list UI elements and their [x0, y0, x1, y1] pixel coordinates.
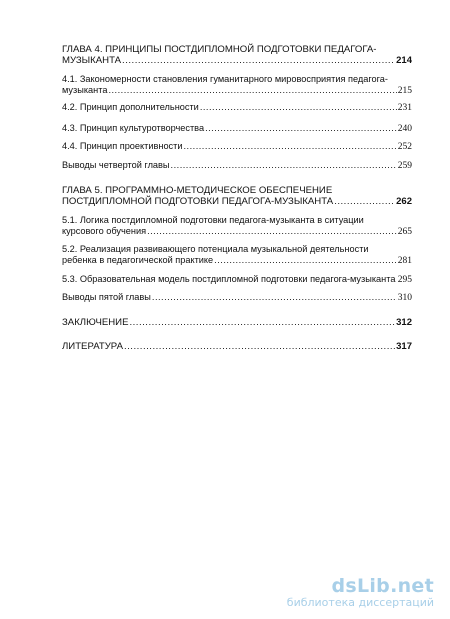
toc-entry-title: 5.1. Логика постдипломной подготовки педагога-музыканта в ситуации [62, 215, 364, 225]
toc-entry-title: Выводы пятой главы [62, 292, 151, 302]
toc-page-number: 312 [396, 317, 412, 328]
toc-entry-title: ГЛАВА 5. ПРОГРАММНО-МЕТОДИЧЕСКОЕ ОБЕСПЕЧЕНИЕ [62, 185, 333, 196]
toc-page-number: 259 [397, 161, 412, 171]
leader-dots [108, 85, 396, 96]
toc-page-number: 317 [396, 341, 412, 352]
leader-dots [129, 317, 395, 328]
leader-dots [124, 341, 395, 352]
toc-entry-title-cont: музыканта [62, 85, 108, 95]
leader-dots [147, 226, 397, 237]
toc-page-number: 231 [397, 103, 412, 113]
watermark-logo: dsLib.net [331, 575, 434, 597]
toc-entry-section-4-3[interactable] [62, 123, 412, 135]
toc-entry-chapter-5-conclusions[interactable] [62, 292, 412, 304]
toc-entry-title: 5.2. Реализация развивающего потенциала музыкальной деятельности [62, 244, 369, 254]
toc-page-number: 262 [396, 196, 412, 207]
toc-page-number: 265 [397, 227, 412, 237]
toc-entry-section-4-2[interactable] [62, 102, 412, 114]
toc-entry-section-5-2[interactable] [62, 244, 412, 267]
toc-entry-title: 4.3. Принцип культуротворчества [62, 123, 205, 133]
toc-entry-title-cont: ПОСТДИПЛОМНОЙ ПОДГОТОВКИ ПЕДАГОГА-МУЗЫКАНТА [62, 196, 334, 207]
toc-entry-title: Выводы четвертой главы [62, 160, 170, 170]
toc-entry-chapter-4[interactable] [62, 44, 412, 66]
toc-entry-title: 4.1. Закономерности становления гуманитарного мировосприятия педагога- [62, 74, 388, 84]
toc-entry-title: ЗАКЛЮЧЕНИЕ [62, 317, 129, 328]
toc-entry-title: 4.2. Принцип дополнительности [62, 102, 199, 112]
toc-entry-title-cont: МУЗЫКАНТА [62, 55, 122, 66]
toc-page-number: 214 [396, 55, 412, 66]
toc-entry-literature[interactable] [62, 341, 412, 352]
toc-entry-title-cont: ребенка в педагогической практике [62, 255, 214, 265]
leader-dots [200, 102, 397, 113]
leader-dots [214, 255, 397, 266]
toc-page-number: 295 [397, 275, 412, 285]
toc-entry-conclusion[interactable] [62, 317, 412, 328]
leader-dots [122, 55, 395, 66]
toc-page-number: 215 [397, 86, 412, 96]
toc-entry-section-4-1[interactable] [62, 74, 412, 97]
leader-dots [205, 123, 397, 134]
toc-entry-chapter-5[interactable] [62, 185, 412, 207]
toc-page-number: 310 [397, 293, 412, 303]
toc-entry-section-5-1[interactable] [62, 215, 412, 238]
toc-page-number: 281 [397, 256, 412, 266]
toc-entry-chapter-4-conclusions[interactable] [62, 160, 412, 172]
watermark-subtitle: библиотека диссертаций [286, 596, 434, 609]
leader-dots [183, 141, 396, 152]
watermark [287, 576, 434, 610]
toc-page-number: 252 [397, 142, 412, 152]
toc-entry-title-cont: курсового обучения [62, 226, 147, 236]
leader-dots [152, 292, 397, 303]
toc-page-number: 240 [397, 124, 412, 134]
toc-entry-title: 5.3. Образовательная модель постдипломной подготовки педагога-музыканта [62, 274, 396, 284]
toc-entry-title: ЛИТЕРАТУРА [62, 341, 123, 352]
leader-dots [334, 196, 395, 207]
toc-entry-section-5-3[interactable] [62, 274, 412, 286]
toc-entry-title: 4.4. Принцип проективности [62, 141, 183, 151]
toc-entry-title: ГЛАВА 4. ПРИНЦИПЫ ПОСТДИПЛОМНОЙ ПОДГОТОВКИ ПЕДАГОГА- [62, 44, 377, 55]
leader-dots [171, 160, 397, 171]
toc-entry-section-4-4[interactable] [62, 141, 412, 153]
